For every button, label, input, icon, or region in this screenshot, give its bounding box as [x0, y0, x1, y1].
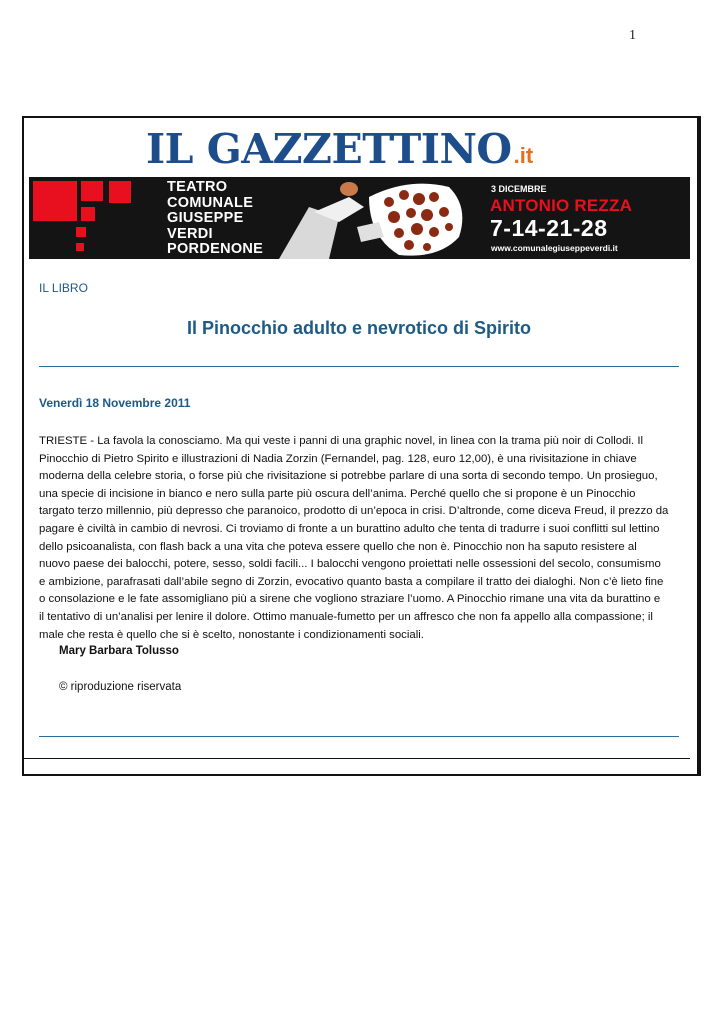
logo-domain-suffix: .it	[513, 143, 534, 168]
banner-red-block	[76, 243, 84, 251]
banner-venue	[167, 180, 263, 258]
section-label: IL LIBRO	[39, 281, 88, 295]
banner-date: 3 DICEMBRE	[491, 184, 547, 194]
body-line: nuovo paese dei balocchi, potere, sesso, soldi facili... I balocchi vengono proiettati nelle ossessioni del secolo, consumismo	[39, 558, 661, 571]
body-line: TRIESTE - La favola la conosciamo. Ma qui veste i panni di una graphic novel, in linea con la trama più noir di Collodi. Il	[39, 435, 644, 447]
article-title: Il Pinocchio adulto e nevrotico di Spirito	[186, 318, 532, 338]
banner-days: 7-14-21-28	[490, 215, 608, 241]
banner-red-block	[81, 181, 103, 201]
body-line: pagare è civiltà in cambio di nevrosi. Ci troviamo di fronte a un burattino adulto che tenta di tradurre i suoi conflitti sul lettino	[39, 522, 660, 535]
body-line: o consolazione e le fate assomigliano più a sirene che vogliono straziare l’uomo. A Pinocchio rimane una vita da burattino e	[39, 593, 661, 606]
body-line: moderna della celebre storia, o forse più che rivisitazione si potrebbe parlare di una sorta di secondo tempo. Un prosieguo,	[39, 470, 658, 483]
footer-divider	[39, 736, 679, 737]
page-number: 1	[629, 28, 636, 43]
banner-red-block	[76, 227, 86, 237]
banner-venue-line: COMUNALE	[167, 194, 254, 211]
banner-red-block	[33, 181, 77, 221]
banner-venue-line: TEATRO	[167, 179, 228, 195]
banner-artist: ANTONIO REZZA	[490, 196, 633, 215]
body-line: male che resta è quello che si è scelto, nonostante i condizionamenti sociali.	[39, 628, 424, 641]
title-divider	[39, 366, 679, 367]
body-line: Pinocchio di Pietro Spirito e illustrazioni di Nadia Zorzin (Fernandel, pag. 128, euro 12,00), è una rivisitazione in chiave	[39, 452, 637, 465]
frame-bottom-divider	[24, 758, 690, 759]
body-line: dello psicoanalista, con flash back a una vita che poteva essere quello che non è. Pinocchio non ha saputo resistere al	[39, 540, 637, 553]
theatre-ad-banner[interactable]	[29, 177, 690, 259]
banner-red-block	[81, 207, 95, 221]
article-author: Mary Barbara Tolusso	[59, 645, 179, 657]
article-date: Venerdì 18 Novembre 2011	[39, 396, 191, 410]
copyright-notice: © riproduzione riservata	[59, 681, 182, 693]
article-body	[39, 433, 681, 644]
banner-performer-image	[269, 177, 489, 259]
body-line: il tentativo di un’analisi per lenire il dolore. Ottimo manuale-fumetto per un affresco che non fa appello alla compassione; il	[39, 610, 653, 623]
banner-venue-line: GIUSEPPE	[167, 210, 244, 226]
newspaper-logo[interactable]	[146, 125, 534, 173]
logo-wordmark: IL GAZZETTINO	[146, 125, 512, 173]
banner-url[interactable]: www.comunalegiuseppeverdi.it	[491, 243, 618, 253]
banner-venue-line: PORDENONE	[167, 241, 264, 257]
body-line: targato terzo millennio, più depresso che paranoico, prodotto di un’epoca in crisi. D’altronde, come diceva Freud, il prezzo da	[39, 505, 669, 518]
body-line: e ambizione, parafrasati dall’abile segno di Zorzin, evocativo quanto basta a compilare il tratto dei dialoghi. Non c’è lieto fine	[39, 575, 664, 588]
banner-red-block	[109, 181, 131, 203]
body-line: una specie di incisione in bianco e nero sulla parte più oscura dell’anima. Perché quello che si propone è un Pinocchio	[39, 487, 636, 500]
banner-venue-line: VERDI	[167, 225, 213, 242]
